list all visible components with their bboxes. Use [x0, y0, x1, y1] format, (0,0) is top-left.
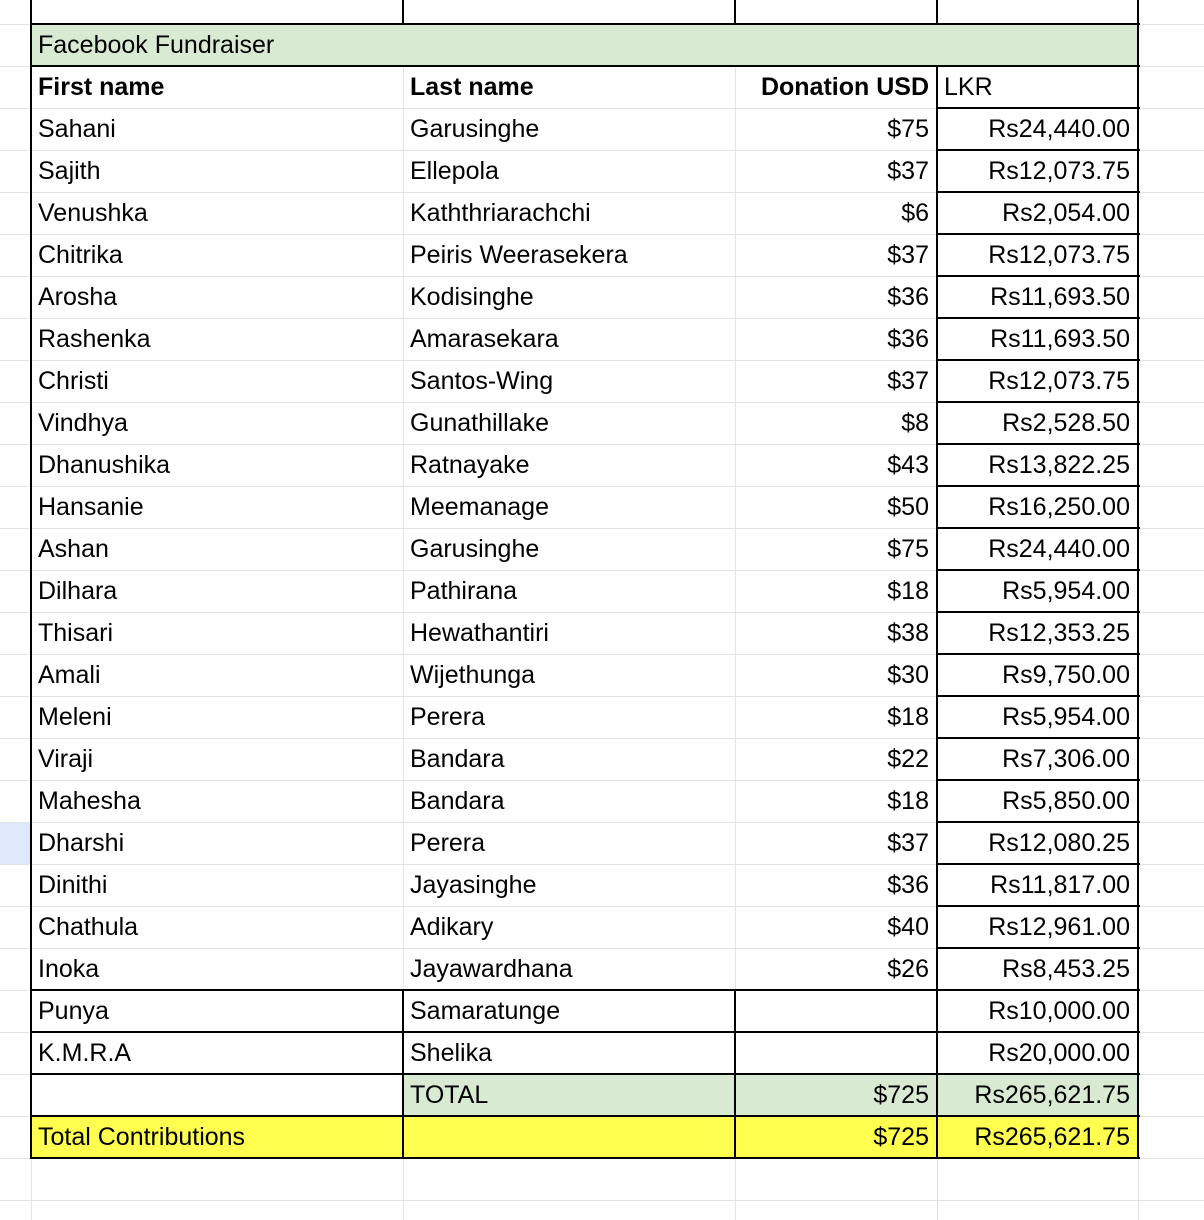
- cell-donation-usd[interactable]: [735, 318, 937, 360]
- cell-last-name-text: Bandara: [410, 787, 505, 815]
- cell-last-name-text: Gunathillake: [410, 409, 549, 437]
- cell-last-name-text: Bandara: [410, 745, 505, 773]
- cell-donation-usd-text: $36: [887, 871, 929, 899]
- cell-first-name-text: Rashenka: [38, 325, 151, 353]
- cell-donation-usd[interactable]: [735, 738, 937, 780]
- cell-donation-usd-text: $38: [887, 619, 929, 647]
- cell-donation-usd-text: $36: [887, 283, 929, 311]
- cell-last-name[interactable]: [403, 234, 735, 276]
- total-usd-text: $725: [873, 1081, 929, 1109]
- cell-lkr[interactable]: [937, 654, 1138, 696]
- cell-last-name[interactable]: [403, 780, 735, 822]
- total-label-text: TOTAL: [410, 1081, 489, 1109]
- cell-donation-usd[interactable]: [735, 780, 937, 822]
- cell-first-name[interactable]: [31, 444, 403, 486]
- border-line: [402, 0, 404, 24]
- cell-first-name-text: Dharshi: [38, 829, 125, 857]
- cell-first-name-text: Christi: [38, 367, 109, 395]
- cell-first-name[interactable]: [31, 696, 403, 738]
- cell-last-name[interactable]: [403, 948, 735, 990]
- cell-lkr-text: Rs12,080.25: [988, 829, 1130, 857]
- cell-donation-usd-text: $40: [887, 913, 929, 941]
- cell-last-name[interactable]: [403, 360, 735, 402]
- cell-last-name[interactable]: [403, 738, 735, 780]
- cell-first-name-text: Amali: [38, 661, 101, 689]
- cell-donation-usd[interactable]: [735, 234, 937, 276]
- cell-lkr[interactable]: [937, 486, 1138, 528]
- header-lkr[interactable]: [937, 66, 1138, 108]
- cell-first-name[interactable]: [31, 612, 403, 654]
- cell-first-name[interactable]: [31, 276, 403, 318]
- cell-last-name-text: Hewathantiri: [410, 619, 549, 647]
- cell-first-name[interactable]: [31, 108, 403, 150]
- cell-lkr[interactable]: [937, 1032, 1138, 1074]
- cell-lkr[interactable]: [937, 822, 1138, 864]
- cell-first-name-text: Thisari: [38, 619, 114, 647]
- cell-last-name-text: Wijethunga: [410, 661, 536, 689]
- total-label[interactable]: [403, 1074, 735, 1116]
- cell-donation-usd[interactable]: [735, 192, 937, 234]
- cell-lkr-text: Rs10,000.00: [988, 997, 1130, 1025]
- cell-last-name-text: Shelika: [410, 1039, 492, 1067]
- sheet-title-text: Facebook Fundraiser: [38, 31, 275, 59]
- cell-last-name-text: Jayawardhana: [410, 955, 573, 983]
- cell-donation-usd-text: $43: [887, 451, 929, 479]
- cell-first-name[interactable]: [31, 360, 403, 402]
- header-lkr-text: LKR: [944, 73, 993, 101]
- cell-first-name-text: Viraji: [38, 745, 94, 773]
- row-header-selected[interactable]: [0, 822, 31, 864]
- cell-last-name-text: Adikary: [410, 913, 494, 941]
- cell-donation-usd[interactable]: [735, 108, 937, 150]
- cell-last-name-text: Perera: [410, 703, 486, 731]
- total-lkr[interactable]: [937, 1074, 1138, 1116]
- cell-first-name[interactable]: [31, 990, 403, 1032]
- total-lkr-text: Rs265,621.75: [974, 1081, 1130, 1109]
- cell-last-name[interactable]: [403, 528, 735, 570]
- cell-lkr-text: Rs5,850.00: [1002, 787, 1130, 815]
- cell-last-name-text: Peiris Weerasekera: [410, 241, 628, 269]
- cell-last-name[interactable]: [403, 864, 735, 906]
- header-first-name[interactable]: [31, 66, 403, 108]
- cell-last-name-text: Samaratunge: [410, 997, 561, 1025]
- cell-first-name-text: Dhanushika: [38, 451, 171, 479]
- cell-first-name-text: Punya: [38, 997, 109, 1025]
- cell-lkr[interactable]: [937, 990, 1138, 1032]
- cell-lkr[interactable]: [937, 528, 1138, 570]
- cell-lkr[interactable]: [937, 570, 1138, 612]
- cell-empty[interactable]: [31, 1074, 403, 1116]
- cell-donation-usd-text: $6: [901, 199, 929, 227]
- cell-donation-usd-text: $22: [887, 745, 929, 773]
- cell-lkr[interactable]: [937, 738, 1138, 780]
- cell-last-name[interactable]: [403, 570, 735, 612]
- cell-last-name[interactable]: [403, 654, 735, 696]
- contributions-usd[interactable]: [735, 1116, 937, 1158]
- cell-first-name[interactable]: [31, 318, 403, 360]
- cell-last-name-text: Ratnayake: [410, 451, 530, 479]
- cell-donation-usd[interactable]: [735, 990, 937, 1032]
- cell-donation-usd[interactable]: [735, 150, 937, 192]
- cell-lkr-text: Rs12,073.75: [988, 241, 1130, 269]
- cell-lkr-text: Rs20,000.00: [988, 1039, 1130, 1067]
- cell-donation-usd[interactable]: [735, 402, 937, 444]
- cell-first-name-text: K.M.R.A: [38, 1039, 132, 1067]
- cell-last-name-text: Amarasekara: [410, 325, 559, 353]
- cell-lkr-text: Rs24,440.00: [988, 535, 1130, 563]
- cell-first-name[interactable]: [31, 234, 403, 276]
- cell-lkr-text: Rs8,453.25: [1002, 955, 1130, 983]
- cell-donation-usd-text: $50: [887, 493, 929, 521]
- cell-lkr[interactable]: [937, 108, 1138, 150]
- cell-donation-usd-text: $75: [887, 535, 929, 563]
- cell-donation-usd[interactable]: [735, 696, 937, 738]
- cell-donation-usd-text: $30: [887, 661, 929, 689]
- cell-lkr-text: Rs11,693.50: [990, 325, 1130, 353]
- cell-last-name[interactable]: [403, 444, 735, 486]
- cell-donation-usd-text: $26: [887, 955, 929, 983]
- cell-last-name-text: Garusinghe: [410, 115, 540, 143]
- cell-donation-usd[interactable]: [735, 654, 937, 696]
- cell-last-name-text: Jayasinghe: [410, 871, 537, 899]
- cell-first-name-text: Chathula: [38, 913, 139, 941]
- cell-first-name[interactable]: [31, 738, 403, 780]
- cell-donation-usd[interactable]: [735, 1032, 937, 1074]
- cell-last-name-text: Santos-Wing: [410, 367, 554, 395]
- cell-donation-usd[interactable]: [735, 906, 937, 948]
- cell-empty[interactable]: [403, 1116, 735, 1158]
- cell-donation-usd[interactable]: [735, 948, 937, 990]
- cell-first-name-text: Venushka: [38, 199, 148, 227]
- cell-lkr[interactable]: [937, 780, 1138, 822]
- cell-first-name-text: Vindhya: [38, 409, 128, 437]
- cell-first-name[interactable]: [31, 822, 403, 864]
- cell-donation-usd-text: $18: [887, 703, 929, 731]
- cell-first-name[interactable]: [31, 906, 403, 948]
- cell-first-name[interactable]: [31, 1032, 403, 1074]
- cell-donation-usd[interactable]: [735, 528, 937, 570]
- cell-donation-usd-text: $18: [887, 577, 929, 605]
- cell-last-name[interactable]: [403, 486, 735, 528]
- contributions-label-text: Total Contributions: [38, 1123, 246, 1151]
- border-line: [30, 0, 32, 24]
- cell-first-name-text: Hansanie: [38, 493, 144, 521]
- cell-donation-usd[interactable]: [735, 444, 937, 486]
- cell-lkr[interactable]: [937, 864, 1138, 906]
- header-donation-usd-text: Donation USD: [760, 73, 929, 101]
- cell-first-name[interactable]: [31, 780, 403, 822]
- cell-first-name-text: Ashan: [38, 535, 109, 563]
- cell-last-name-text: Perera: [410, 829, 486, 857]
- cell-lkr-text: Rs16,250.00: [988, 493, 1130, 521]
- cell-lkr[interactable]: [937, 906, 1138, 948]
- gridline-horizontal: [0, 1200, 1204, 1201]
- cell-first-name-text: Dilhara: [38, 577, 118, 605]
- cell-lkr[interactable]: [937, 444, 1138, 486]
- cell-first-name[interactable]: [31, 864, 403, 906]
- cell-last-name[interactable]: [403, 192, 735, 234]
- cell-first-name-text: Inoka: [38, 955, 100, 983]
- cell-lkr[interactable]: [937, 612, 1138, 654]
- cell-lkr-text: Rs9,750.00: [1002, 661, 1130, 689]
- cell-first-name[interactable]: [31, 948, 403, 990]
- cell-donation-usd-text: $37: [887, 241, 929, 269]
- contributions-lkr-text: Rs265,621.75: [974, 1123, 1130, 1151]
- header-donation-usd[interactable]: [735, 66, 937, 108]
- cell-donation-usd-text: $18: [887, 787, 929, 815]
- cell-donation-usd[interactable]: [735, 822, 937, 864]
- cell-first-name[interactable]: [31, 402, 403, 444]
- cell-first-name-text: Sahani: [38, 115, 116, 143]
- cell-first-name[interactable]: [31, 570, 403, 612]
- cell-last-name[interactable]: [403, 822, 735, 864]
- cell-donation-usd-text: $37: [887, 157, 929, 185]
- cell-lkr[interactable]: [937, 192, 1138, 234]
- cell-donation-usd[interactable]: [735, 486, 937, 528]
- cell-last-name-text: Meemanage: [410, 493, 549, 521]
- cell-lkr-text: Rs2,054.00: [1002, 199, 1130, 227]
- cell-donation-usd[interactable]: [735, 864, 937, 906]
- cell-first-name[interactable]: [31, 192, 403, 234]
- border-line: [1137, 0, 1139, 24]
- cell-donation-usd[interactable]: [735, 360, 937, 402]
- cell-first-name[interactable]: [31, 654, 403, 696]
- cell-first-name-text: Arosha: [38, 283, 118, 311]
- header-last-name[interactable]: [403, 66, 735, 108]
- cell-last-name-text: Ellepola: [410, 157, 499, 185]
- cell-lkr-text: Rs13,822.25: [988, 451, 1130, 479]
- header-last-name-text: Last name: [410, 73, 534, 101]
- cell-lkr-text: Rs2,528.50: [1002, 409, 1130, 437]
- cell-lkr-text: Rs11,817.00: [990, 871, 1130, 899]
- cell-last-name[interactable]: [403, 108, 735, 150]
- total-usd[interactable]: [735, 1074, 937, 1116]
- cell-lkr[interactable]: [937, 360, 1138, 402]
- contributions-label[interactable]: [31, 1116, 403, 1158]
- cell-last-name-text: Kodisinghe: [410, 283, 534, 311]
- cell-donation-usd[interactable]: [735, 612, 937, 654]
- header-first-name-text: First name: [38, 73, 165, 101]
- cell-donation-usd[interactable]: [735, 570, 937, 612]
- border-line: [936, 0, 938, 24]
- cell-last-name[interactable]: [403, 402, 735, 444]
- cell-last-name-text: Pathirana: [410, 577, 518, 605]
- contributions-lkr[interactable]: [937, 1116, 1138, 1158]
- cell-lkr[interactable]: [937, 276, 1138, 318]
- cell-last-name[interactable]: [403, 150, 735, 192]
- cell-last-name[interactable]: [403, 906, 735, 948]
- cell-lkr-text: Rs12,353.25: [988, 619, 1130, 647]
- cell-lkr-text: Rs12,961.00: [988, 913, 1130, 941]
- cell-lkr-text: Rs11,693.50: [990, 283, 1130, 311]
- cell-lkr-text: Rs12,073.75: [988, 367, 1130, 395]
- cell-lkr[interactable]: [937, 402, 1138, 444]
- cell-donation-usd-text: $37: [887, 367, 929, 395]
- cell-first-name[interactable]: [31, 528, 403, 570]
- sheet-title[interactable]: [31, 24, 1138, 66]
- cell-donation-usd-text: $75: [887, 115, 929, 143]
- cell-last-name[interactable]: [403, 612, 735, 654]
- cell-lkr-text: Rs5,954.00: [1002, 577, 1130, 605]
- cell-first-name-text: Mahesha: [38, 787, 141, 815]
- cell-first-name[interactable]: [31, 486, 403, 528]
- cell-lkr-text: Rs24,440.00: [988, 115, 1130, 143]
- cell-last-name-text: Kaththriarachchi: [410, 199, 591, 227]
- cell-first-name-text: Sajith: [38, 157, 101, 185]
- border-line: [734, 0, 736, 24]
- cell-lkr[interactable]: [937, 696, 1138, 738]
- cell-lkr-text: Rs12,073.75: [988, 157, 1130, 185]
- cell-last-name[interactable]: [403, 1032, 735, 1074]
- cell-lkr[interactable]: [937, 150, 1138, 192]
- cell-lkr-text: Rs5,954.00: [1002, 703, 1130, 731]
- contributions-usd-text: $725: [873, 1123, 929, 1151]
- cell-first-name[interactable]: [31, 150, 403, 192]
- cell-donation-usd-text: $37: [887, 829, 929, 857]
- cell-first-name-text: Chitrika: [38, 241, 123, 269]
- cell-last-name[interactable]: [403, 318, 735, 360]
- cell-first-name-text: Meleni: [38, 703, 112, 731]
- cell-donation-usd-text: $36: [887, 325, 929, 353]
- cell-last-name-text: Garusinghe: [410, 535, 540, 563]
- cell-last-name[interactable]: [403, 696, 735, 738]
- cell-donation-usd-text: $8: [901, 409, 929, 437]
- cell-lkr-text: Rs7,306.00: [1002, 745, 1130, 773]
- cell-lkr[interactable]: [937, 948, 1138, 990]
- cell-lkr[interactable]: [937, 318, 1138, 360]
- cell-first-name-text: Dinithi: [38, 871, 108, 899]
- cell-last-name[interactable]: [403, 990, 735, 1032]
- cell-donation-usd[interactable]: [735, 276, 937, 318]
- cell-lkr[interactable]: [937, 234, 1138, 276]
- cell-last-name[interactable]: [403, 276, 735, 318]
